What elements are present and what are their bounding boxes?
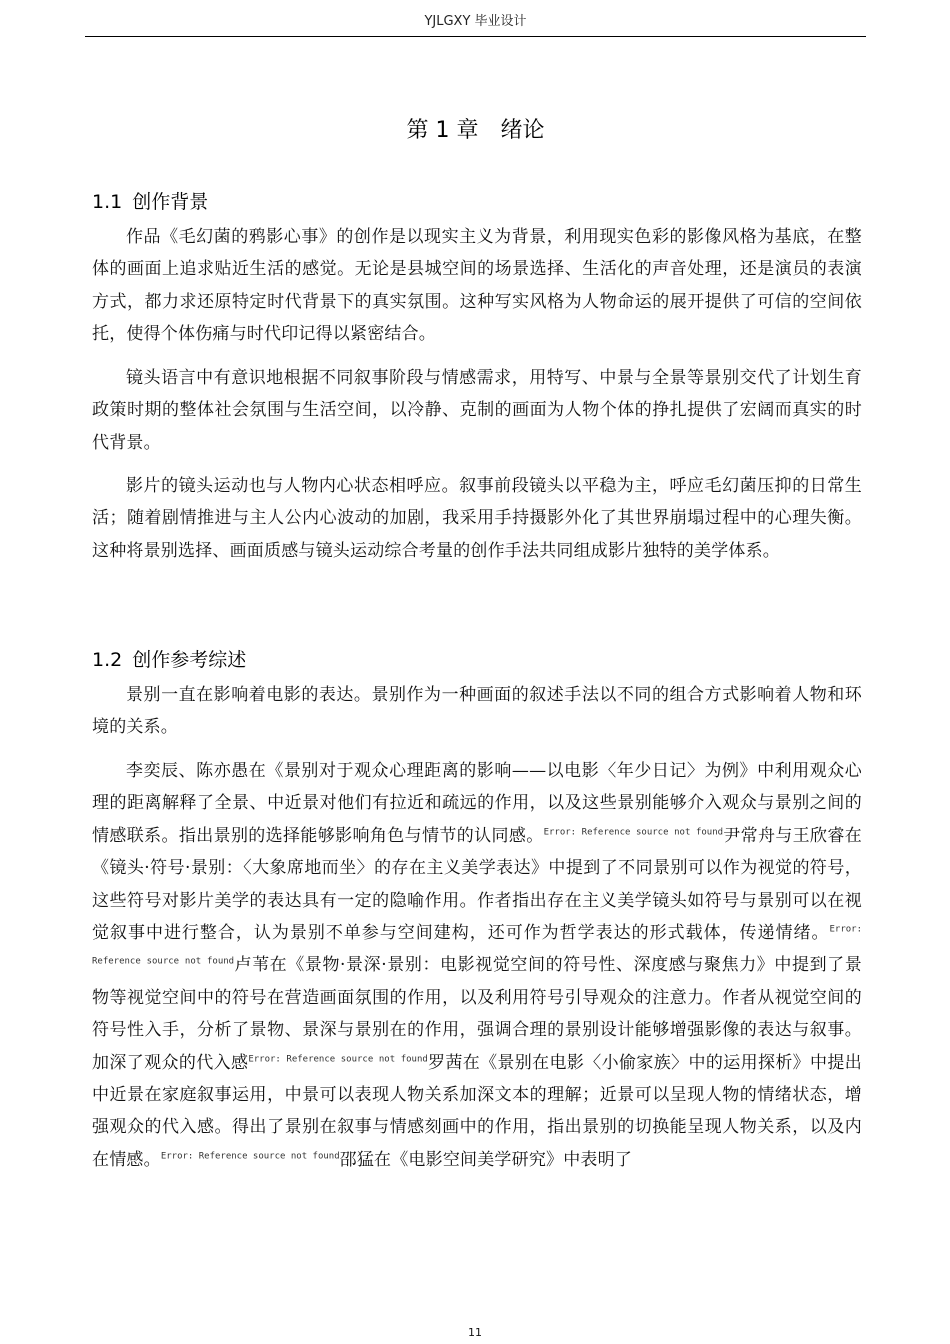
review-sentence: 李奕辰、陈亦愚在《景别对于观众心理距离的影响——以电影〈年少日记〉为例》中利用观众心理的距离解释了全景、中近景对他们有拉近和疏远的作用，以及这些景别能够介入观众与景别之间的情感联系。指出景别的选择能够影响角色与情节的认同感。 — [92, 761, 862, 846]
reference-error: Error: Reference source not found — [160, 1151, 340, 1162]
review-sentence: 卢苇在《景物·景深·景别：电影视觉空间的符号性、深度感与聚焦力》中提到了景物等视觉空间中的符号在营造画面氛围的作用，以及利用符号引导观众的注意力。作者从视觉空间的符号性入手，分析了景物、景深与景别在的作用，强调合理的景别设计能够增强影像的表达与叙事。加深了观众的代入感 — [92, 955, 862, 1073]
section-title: 创作参考综述 — [132, 649, 247, 671]
paragraph: 作品《毛幻菌的鸦影心事》的创作是以现实主义为背景，利用现实色彩的影像风格为基底，在整体的画面上追求贴近生活的感觉。无论是县城空间的场景选择、生活化的声音处理，还是演员的表演方式，都力求还原特定时代背景下的真实氛围。这种写实风格为人物命运的展开提供了可信的空间依托，使得个体伤痛与时代印记得以紧密结合。 — [92, 227, 862, 345]
paragraph: 景别一直在影响着电影的表达。景别作为一种画面的叙述手法以不同的组合方式影响着人物和环境的关系。 — [92, 685, 862, 738]
section-number: 1.1 — [92, 191, 123, 213]
reference-error: Error: Reference source not found — [543, 827, 724, 838]
section-number: 1.2 — [92, 649, 123, 671]
review-sentence: 罗茜在《景别在电影〈小偷家族〉中的运用探析》中提出中近景在家庭叙事运用，中景可以表现人物关系加深文本的理解；近景可以呈现人物的情绪状态，增强观众的代入感。得出了景别在叙事与情感刻画中的作用，指出景别的切换能呈现人物关系，以及内在情感。 — [92, 1052, 862, 1170]
review-sentence: 尹常舟与王欣睿在《镜头·符号·景别：〈大象席地而坐〉的存在主义美学表达》中提到了不同景别可以作为视觉的符号，这些符号对影片美学的表达具有一定的隐喻作用。作者指出存在主义美学镜头如符号与景别可以在视觉叙事中进行整合，认为景别不单参与空间建构，还可作为哲学表达的形式载体，传递情绪。 — [92, 825, 862, 944]
chapter-number: 第 1 章 — [406, 118, 479, 143]
header-rule — [85, 36, 866, 37]
chapter-name: 绪论 — [500, 118, 545, 143]
section-heading-1-1 — [92, 187, 208, 217]
reference-error: Error: Reference source not found — [248, 1054, 428, 1064]
section-title: 创作背景 — [132, 191, 209, 213]
review-sentence: 邵猛在《电影空间美学研究》中表明了 — [339, 1149, 633, 1170]
reference-error: Error: Reference source not found — [92, 924, 862, 967]
paragraph: 影片的镜头运动也与人物内心状态相呼应。叙事前段镜头以平稳为主，呼应毛幻菌压抑的日常生活；随着剧情推进与主人公内心波动的加剧，我采用手持摄影外化了其世界崩塌过程中的心理失衡。这种将景别选择、画面质感与镜头运动综合考量的创作手法共同组成影片独特的美学体系。 — [92, 476, 862, 561]
page-header: YJLGXY 毕业设计 — [424, 14, 527, 29]
chapter-title — [85, 114, 866, 148]
literature-review-paragraph — [92, 755, 862, 1176]
section-heading-1-2 — [92, 645, 246, 675]
paragraph: 镜头语言中有意识地根据不同叙事阶段与情感需求，用特写、中景与全景等景别交代了计划生育政策时期的整体社会氛围与生活空间，以冷静、克制的画面为人物个体的挣扎提供了宏阔而真实的时代背景。 — [92, 368, 862, 453]
page-number: 11 — [468, 1326, 482, 1339]
